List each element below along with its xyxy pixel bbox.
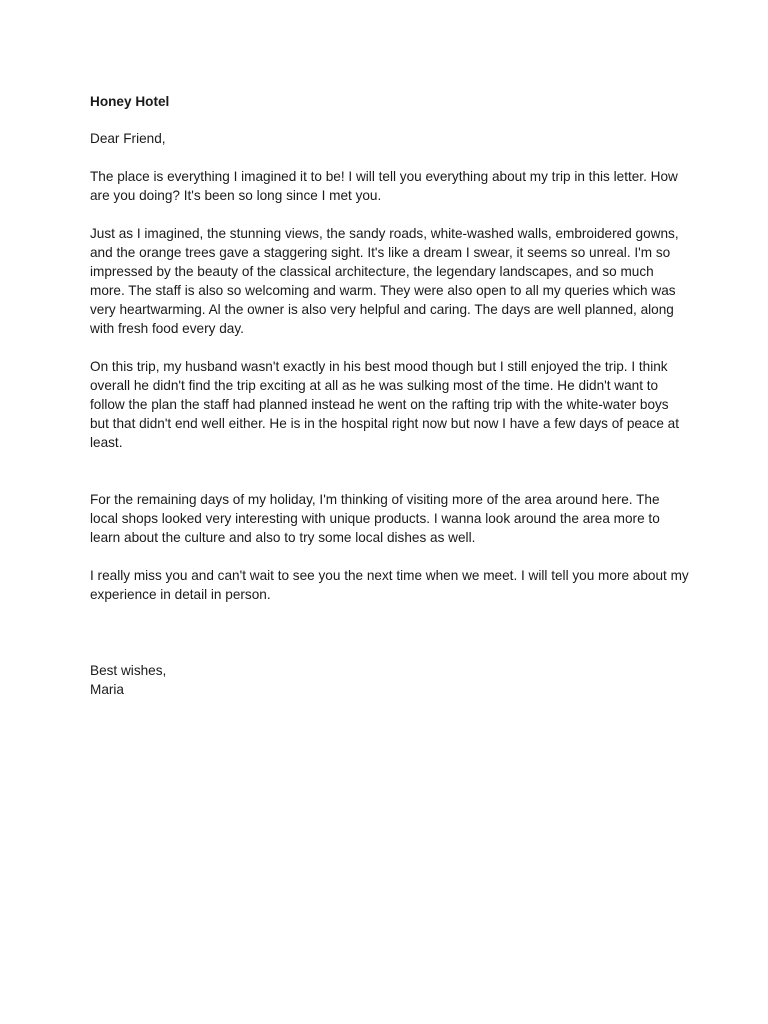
letter-closing: Best wishes, bbox=[90, 663, 167, 678]
letter-body bbox=[90, 92, 690, 699]
letter-paragraph-1: The place is everything I imagined it to be! I will tell you everything about my trip in this letter. How are you doing? It's been so long since I met you. bbox=[90, 169, 678, 203]
spacer bbox=[90, 623, 690, 661]
letter-greeting: Dear Friend, bbox=[90, 131, 166, 146]
letter-paragraph-2: Just as I imagined, the stunning views, the sandy roads, white-washed walls, embroidered gowns, and the orange trees gave a staggering sight. It's like a dream I swear, it seems so unreal. I'm so impressed by the beauty of the classical architecture, the legendary landscapes, and so much more. The staff is also so welcoming and warm. They were also open to all my queries which was very heartwarming. Al the owner is also very helpful and caring. The days are well planned, along with fresh food every day. bbox=[90, 226, 679, 336]
letter-title: Honey Hotel bbox=[90, 94, 170, 109]
letter-paragraph-4: For the remaining days of my holiday, I'm thinking of visiting more of the area around here. The local shops looked very interesting with unique products. I wanna look around the area more to learn about the culture and also to try some local dishes as well. bbox=[90, 492, 660, 545]
letter-paragraph-3: On this trip, my husband wasn't exactly in his best mood though but I still enjoyed the trip. I think overall he didn't find the trip exciting at all as he was sulking most of the time. He didn't want to follow the plan the staff had planned instead he went on the rafting trip with the white-water boys but that didn't end well either. He is in the hospital right now but now I have a few days of peace at least. bbox=[90, 359, 679, 450]
letter-paragraph-5: I really miss you and can't wait to see you the next time when we meet. I will tell you more about my experience in detail in person. bbox=[90, 568, 689, 602]
letter-signature: Maria bbox=[90, 682, 124, 697]
